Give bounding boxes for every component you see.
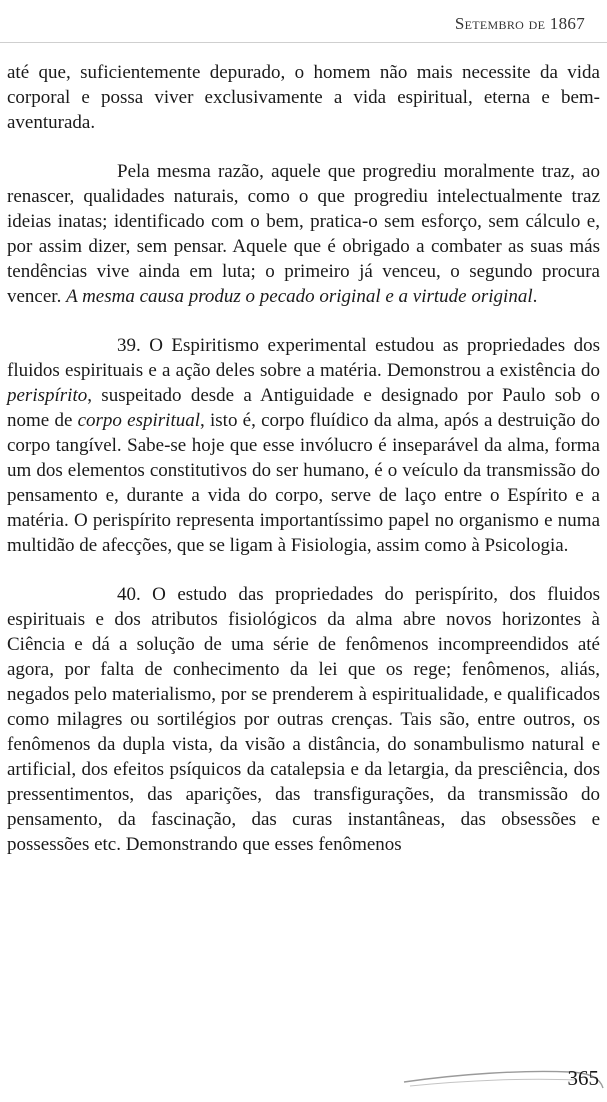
header-divider (0, 42, 607, 43)
paragraph-text: Pela mesma razão, aquele que progrediu moralmente traz, ao renascer, qualidades naturais, como o que progrediu intelectualmente traz ideias inatas; identificado com o bem, pratica-o sem esforço, sem cálculo e, por assim dizer, sem pensar. Aquele que é obrigado a combater as suas más tendências vive ainda em luta; o primeiro já venceu, o segundo procura vencer. (7, 161, 600, 307)
paragraph-40 (7, 582, 600, 857)
page-body (7, 60, 600, 857)
paragraph-text: 39. O Espiritismo experimental estudou as propriedades dos fluidos espirituais e a ação deles sobre a matéria. Demonstrou a existência do (7, 335, 600, 381)
paragraph-39 (7, 333, 600, 558)
paragraph-text: . (532, 286, 538, 307)
paragraph-text: 40. O estudo das propriedades do perispírito, dos fluidos espirituais e dos atributos fisiológicos da alma abre novos horizontes à Ciência e dá a solução de uma série de fenômenos incompreendidos até agora, por falta de conhecimento da lei que os rege; fenômenos, aliás, negados pelo materialismo, por se prenderem à espiritualidade, e qualificados como milagres ou sortilégios por outras crenças. Tais são, entre outros, os fenômenos da dupla vista, da visão a distância, do sonambulismo natural e artificial, dos efeitos psíquicos da catalepsia e da letargia, da presciência, dos pressentimentos, das aparições, das transfigurações, da transmissão do pensamento, da fascinação, das curas instantâneas, das obsessões e possessões etc. Demonstrando que esses fenômenos (7, 584, 600, 855)
emphasis-perispirito: perispírito (7, 385, 88, 406)
paragraph-pela-mesma-razao (7, 159, 600, 309)
paragraph-text: , suspeitado desde a Antiguidade e designado por Paulo sob o nome de (7, 385, 600, 431)
emphasis-text: A mesma causa produz o pecado original e a virtude original (66, 286, 533, 307)
paragraph-text: até que, suficientemente depurado, o homem não mais necessite da vida corporal e possa viver exclusivamente a vida espiritual, eterna e bem-aventurada. (7, 62, 600, 133)
paragraph-text: , isto é, corpo fluídico da alma, após a destruição do corpo tangível. Sabe-se hoje que esse invólucro é inseparável da alma, forma um dos elementos constitutivos do ser humano, é o veículo da transmissão do pensamento e, durante a vida do corpo, serve de laço entre o Espírito e a matéria. O perispírito representa importantíssimo papel no organismo e numa multidão de afecções, que se ligam à Fisiologia, assim como à Psicologia. (7, 410, 600, 556)
running-header: Setembro de 1867 (454, 14, 585, 33)
page-number: 365 (567, 1066, 599, 1090)
paragraph-continuation (7, 60, 600, 135)
emphasis-corpo-espiritual: corpo espiritual (77, 410, 201, 431)
